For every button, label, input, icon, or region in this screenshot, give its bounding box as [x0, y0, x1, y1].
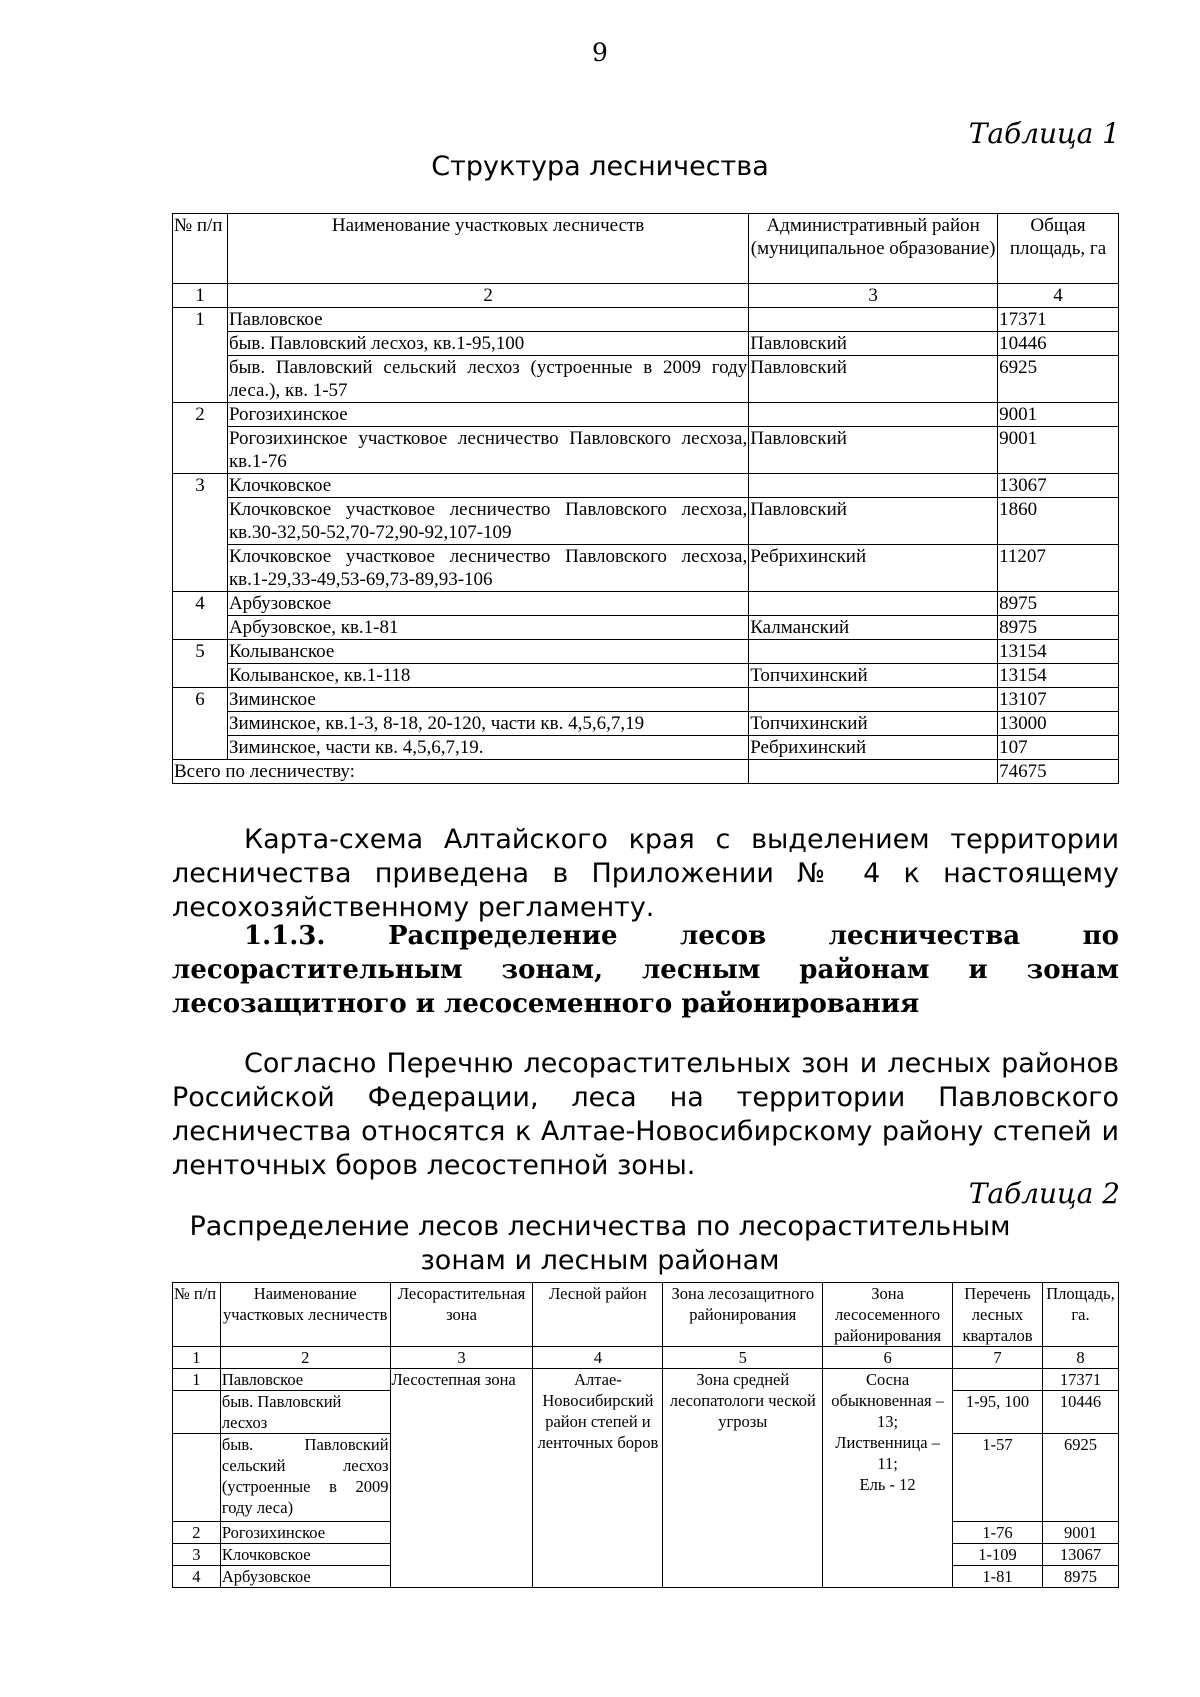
- table-row: [173, 308, 1119, 332]
- table1-area-cell: 13154: [998, 664, 1119, 688]
- table1-header-row: [173, 214, 1119, 284]
- table1-district-cell: [749, 403, 998, 427]
- table1-colnum: 2: [227, 284, 748, 308]
- table2-protection-zone-cell: Зона средней лесопатологи ческой угрозы: [663, 1369, 823, 1588]
- table1-area-cell: 8975: [998, 592, 1119, 616]
- table1-total-district: [749, 760, 998, 784]
- table2-name-cell: Павловское: [220, 1369, 390, 1391]
- section-heading: 1.1.3. Распределение лесов лесничества по лесорастительным зонам, лесным районам и зонам лесозащитного и лесосеменного районирования: [172, 921, 1119, 1019]
- table2-area-cell: 6925: [1042, 1434, 1118, 1522]
- table1-name-cell: Зиминское, кв.1-3, 8-18, 20-120, части кв. 4,5,6,7,19: [227, 712, 748, 736]
- table1-area-cell: 9001: [998, 403, 1119, 427]
- table1-area-cell: 6925: [998, 356, 1119, 403]
- table1-district-cell: Ребрихинский: [749, 545, 998, 592]
- table2-colnum: 6: [823, 1347, 953, 1369]
- table2-quarters-cell: 1-95, 100: [953, 1391, 1043, 1434]
- table2-header-row: [173, 1283, 1119, 1347]
- table1-district-cell: Ребрихинский: [749, 736, 998, 760]
- table1-group-num: 1: [173, 308, 228, 403]
- table1-name-cell: Арбузовское, кв.1-81: [227, 616, 748, 640]
- table2-num-cell: 2: [173, 1522, 221, 1544]
- table2-colnum: 8: [1042, 1347, 1118, 1369]
- table1-name-cell: быв. Павловский сельский лесхоз (устроенные в 2009 году леса.), кв. 1-57: [228, 357, 748, 401]
- table1-group-num: 4: [173, 592, 228, 640]
- table2-num-cell: 1: [173, 1369, 221, 1391]
- table1-district-cell: Павловский: [749, 498, 998, 545]
- table1-total-area: 74675: [998, 760, 1119, 784]
- table1-total-row: [173, 760, 1119, 784]
- table1-area-cell: 17371: [998, 308, 1119, 332]
- table1-district-cell: [749, 640, 998, 664]
- table-row: [173, 664, 1119, 688]
- table1-name-cell: Колыванское, кв.1-118: [227, 664, 748, 688]
- table-row: [173, 712, 1119, 736]
- table2-colnum: 4: [533, 1347, 663, 1369]
- table2-num-cell: 3: [173, 1544, 221, 1566]
- table-row: [173, 474, 1119, 498]
- table1-name-cell: Зиминское, части кв. 4,5,6,7,19.: [227, 736, 748, 760]
- table1-title: Структура лесничества: [431, 151, 769, 182]
- table-row: [173, 688, 1119, 712]
- table2-quarters-cell: 1-57: [953, 1434, 1043, 1522]
- paragraph-map-reference: Карта-схема Алтайского края с выделением территории лесничества приведена в Приложении № 4 к настоящему лесохозяйственному регламенту.: [172, 824, 1119, 923]
- table-row: [173, 592, 1119, 616]
- table-row: [173, 545, 1119, 592]
- table-row: [173, 498, 1119, 545]
- table1-district-cell: Павловский: [749, 356, 998, 403]
- table2-colnum: 5: [663, 1347, 823, 1369]
- table1-area-cell: 13067: [998, 474, 1119, 498]
- table-row: [173, 736, 1119, 760]
- table1-total-label: Всего по лесничеству:: [173, 760, 749, 784]
- table1-header-name: Наименование участковых лесничеств: [227, 214, 748, 284]
- table2-header-seed: Зона лесосеменного районирования: [823, 1283, 953, 1347]
- table1-label: Таблица 1: [968, 117, 1120, 150]
- table2-area-cell: 10446: [1042, 1391, 1118, 1434]
- seed-zone-spruce: Ель - 12: [859, 1475, 916, 1494]
- table1-name-cell: Рогозихинское участковое лесничество Павловского лесхоза, кв.1-76: [228, 428, 748, 472]
- table1-name-cell: Колыванское: [227, 640, 748, 664]
- table2-colnum: 3: [390, 1347, 533, 1369]
- table-row: [173, 356, 1119, 403]
- table1-district-cell: Павловский: [749, 427, 998, 474]
- seed-zone-pine: Сосна обыкновенная – 13;: [831, 1370, 944, 1431]
- table2-label: Таблица 2: [968, 1177, 1120, 1210]
- table2-header-quarters: Перечень лесных кварталов: [953, 1283, 1043, 1347]
- table1-name-cell: Павловское: [227, 308, 748, 332]
- table-row: [173, 332, 1119, 356]
- table1-column-numbers-row: [173, 284, 1119, 308]
- table2-name-cell: быв. Павловский лесхоз: [220, 1391, 390, 1434]
- table1-district-cell: [749, 474, 998, 498]
- table1-area-cell: 13107: [998, 688, 1119, 712]
- table1-area-cell: 8975: [998, 616, 1119, 640]
- table2-colnum: 2: [220, 1347, 390, 1369]
- table2-header-area: Площадь, га.: [1042, 1283, 1118, 1347]
- table2-name-cell: быв. Павловский сельский лесхоз (устроенные в 2009 году леса): [220, 1434, 390, 1522]
- table2-column-numbers-row: [173, 1347, 1119, 1369]
- table1-name-cell: Клочковское участковое лесничество Павловского лесхоза, кв.30-32,50-52,70-72,90-92,107-109: [228, 499, 748, 543]
- table1-header-num: № п/п: [173, 214, 228, 284]
- table1-header-area: Общая площадь, га: [998, 214, 1119, 284]
- table1-district-cell: Калманский: [749, 616, 998, 640]
- table2-area-cell: 13067: [1042, 1544, 1118, 1566]
- table2-colnum: 1: [173, 1347, 221, 1369]
- table1-area-cell: 13000: [998, 712, 1119, 736]
- table1-colnum: 3: [749, 284, 998, 308]
- table1-group-num: 3: [173, 474, 228, 592]
- table2-header-district: Лесной район: [533, 1283, 663, 1347]
- table2-area-cell: 9001: [1042, 1522, 1118, 1544]
- table2-quarters-cell: 1-109: [953, 1544, 1043, 1566]
- table2-forest-district-cell: Алтае-Новосибирский район степей и ленточных боров: [533, 1369, 663, 1588]
- table1-group-num: 2: [173, 403, 228, 474]
- table1-district-cell: [749, 688, 998, 712]
- forest-distribution-table: [172, 1282, 1119, 1588]
- table2-seed-zone-cell: [823, 1369, 953, 1588]
- table1-area-cell: 10446: [998, 332, 1119, 356]
- page-number: 9: [592, 38, 608, 67]
- table2-zone-cell: Лесостепная зона: [390, 1369, 533, 1588]
- paragraph-zones: Согласно Перечню лесорастительных зон и лесных районов Российской Федерации, леса на территории Павловского лесничества относятся к Алтае-Новосибирскому району степей и ленточных боров лесостепной зоны.: [172, 1048, 1119, 1181]
- table-row: [173, 1369, 1119, 1391]
- table2-header-name: Наименование участковых лесничеств: [220, 1283, 390, 1347]
- table1-area-cell: 107: [998, 736, 1119, 760]
- table-row: [173, 403, 1119, 427]
- table2-header-zone: Лесорастительная зона: [390, 1283, 533, 1347]
- table2-name-cell: Клочковское: [220, 1544, 390, 1566]
- table1-group-num: 6: [173, 688, 228, 760]
- table1-colnum: 1: [173, 284, 228, 308]
- table2-quarters-cell: 1-76: [953, 1522, 1043, 1544]
- table2-area-cell: 17371: [1042, 1369, 1118, 1391]
- table2-header-protection: Зона лесозащитного районирования: [663, 1283, 823, 1347]
- table-row: [173, 616, 1119, 640]
- table1-name-cell: быв. Павловский лесхоз, кв.1-95,100: [227, 332, 748, 356]
- table-row: [173, 427, 1119, 474]
- table1-name-cell: Клочковское: [227, 474, 748, 498]
- table2-name-cell: Рогозихинское: [220, 1522, 390, 1544]
- table2-num-cell: 4: [173, 1566, 221, 1588]
- table1-district-cell: [749, 592, 998, 616]
- table1-name-cell: Арбузовское: [227, 592, 748, 616]
- seed-zone-larch: Лиственница – 11;: [835, 1433, 940, 1473]
- table1-name-cell: Клочковское участковое лесничество Павловского лесхоза, кв.1-29,33-49,53-69,73-89,93-106: [228, 546, 748, 590]
- table1-area-cell: 13154: [998, 640, 1119, 664]
- table-row: [173, 640, 1119, 664]
- table2-title-line1: Распределение лесов лесничества по лесорастительным: [189, 1211, 1011, 1242]
- table2-num-cell: [173, 1391, 221, 1434]
- forestry-structure-table: [172, 213, 1119, 784]
- table1-district-cell: Топчихинский: [749, 712, 998, 736]
- table1-area-cell: 9001: [998, 427, 1119, 474]
- table2-header-num: № п/п: [173, 1283, 221, 1347]
- table1-district-cell: Топчихинский: [749, 664, 998, 688]
- table1-header-district: Административный район (муниципальное образование): [749, 214, 998, 284]
- table1-name-cell: Рогозихинское: [227, 403, 748, 427]
- table1-name-cell: Зиминское: [227, 688, 748, 712]
- table1-colnum: 4: [998, 284, 1119, 308]
- table2-quarters-cell: 1-81: [953, 1566, 1043, 1588]
- table1-area-cell: 11207: [998, 545, 1119, 592]
- table2-title-line2: зонам и лесным районам: [420, 1245, 780, 1276]
- table1-district-cell: [749, 308, 998, 332]
- table2-area-cell: 8975: [1042, 1566, 1118, 1588]
- table2-colnum: 7: [953, 1347, 1043, 1369]
- table1-area-cell: 1860: [998, 498, 1119, 545]
- table2-name-cell: Арбузовское: [220, 1566, 390, 1588]
- table1-district-cell: Павловский: [749, 332, 998, 356]
- table1-group-num: 5: [173, 640, 228, 688]
- table2-num-cell: [173, 1434, 221, 1522]
- table2-quarters-cell: [953, 1369, 1043, 1391]
